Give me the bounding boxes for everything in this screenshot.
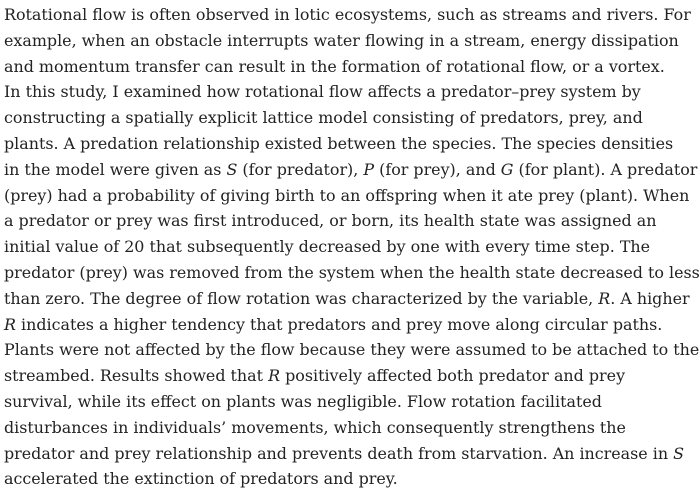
- math-variable: R: [268, 366, 281, 386]
- text-segment: (for predator),: [237, 159, 364, 179]
- text-line: (prey) had a probability of giving birth to an offspring when it ate prey (plant). When: [4, 185, 690, 205]
- text-line: predator (prey) was removed from the system when the health state decreased to less: [4, 262, 700, 282]
- text-line: plants. A predation relationship existed between the species. The species densities: [4, 133, 674, 153]
- math-variable: P: [363, 159, 375, 179]
- text-line: [4, 441, 685, 467]
- math-variable: R: [4, 314, 16, 334]
- text-segment: than zero. The degree of flow rotation was characterized by the variable,: [4, 288, 599, 308]
- text-segment: positively affected both predator and prey: [280, 366, 626, 386]
- text-segment: (for plant). A predator: [513, 159, 698, 179]
- text-line: accelerated the extinction of predators and prey.: [4, 469, 398, 489]
- math-variable: S: [673, 443, 685, 463]
- text-line: Rotational flow is often observed in lotic ecosystems, such as streams and rivers. For: [4, 5, 691, 24]
- math-variable: G: [500, 159, 514, 179]
- text-line: Plants were not affected by the flow because they were assumed to be attached to the: [4, 340, 700, 360]
- text-line: initial value of 20 that subsequently decreased by one with every time step. The: [4, 237, 651, 257]
- text-line: a predator or prey was first introduced, or born, its health state was assigned an: [4, 211, 657, 231]
- text-segment: streambed. Results showed that: [4, 366, 269, 386]
- text-segment: (for prey), and: [374, 159, 501, 179]
- text-line: [4, 286, 690, 312]
- text-line: survival, while its effect on plants was negligible. Flow rotation facilitated: [4, 391, 602, 411]
- text-segment: in the model were given as: [4, 159, 227, 179]
- text-line: [4, 363, 666, 389]
- text-line: In this study, I examined how rotational flow affects a predator–prey system by: [4, 82, 641, 102]
- text-segment: indicates a higher tendency that predators and prey move along circular paths.: [15, 314, 663, 334]
- math-variable: R: [598, 288, 611, 308]
- math-variable: S: [226, 159, 238, 179]
- text-segment: predator and prey relationship and prevents death from starvation. An increase in: [4, 443, 674, 463]
- text-line: constructing a spatially explicit lattice model consisting of predators, prey, and: [4, 108, 643, 128]
- text-line: [4, 157, 698, 183]
- text-line: and momentum transfer can result in the formation of rotational flow, or a vortex.: [4, 56, 665, 76]
- abstract-paragraph: [4, 2, 700, 492]
- text-line: [4, 312, 666, 338]
- text-segment: . A higher: [610, 288, 690, 308]
- text-line: example, when an obstacle interrupts water flowing in a stream, energy dissipation: [4, 30, 679, 50]
- text-line: disturbances in individuals’ movements, which consequently strengthens the: [4, 417, 626, 437]
